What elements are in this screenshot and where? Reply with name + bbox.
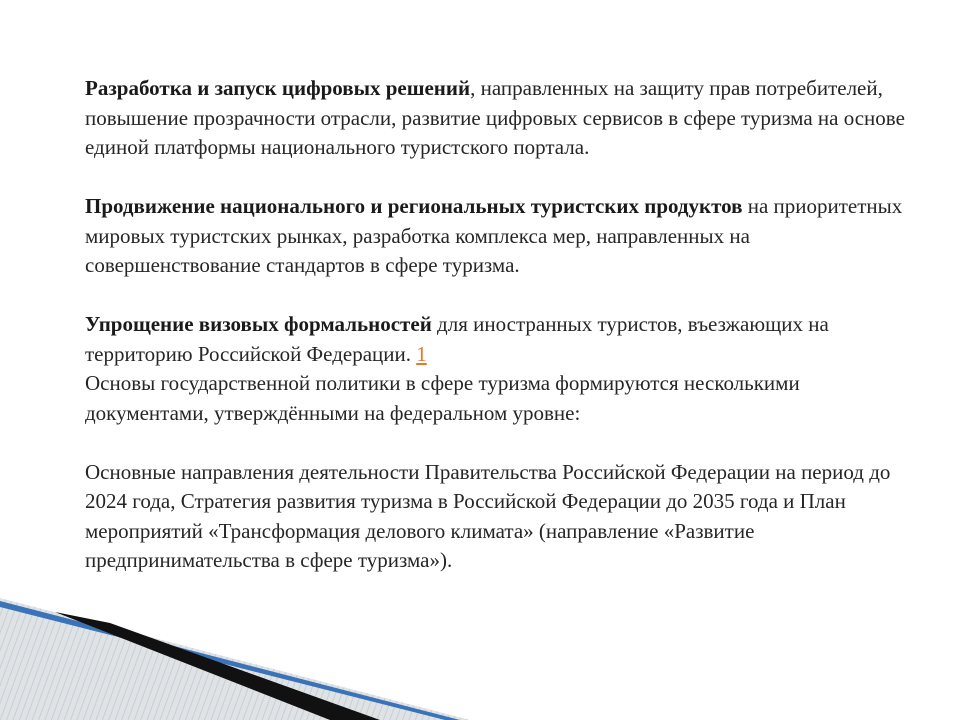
- spacer: [85, 428, 905, 458]
- hatched-wedge: [0, 598, 470, 720]
- visa-text: для иностранных туристов, въезжающих на территорию Российской Федерации.: [85, 312, 829, 366]
- footnote-link[interactable]: 1: [416, 341, 427, 366]
- promotion-text: на приоритетных мировых туристских рынках, разработка комплекса мер, направленных на совершенствование стандартов в сфере туризма.: [85, 194, 903, 277]
- blue-stroke: [0, 601, 460, 720]
- paragraph-documents: [85, 458, 905, 576]
- paragraph-visa: [85, 310, 905, 369]
- paragraph-digital-solutions: [85, 74, 905, 163]
- spacer: [85, 163, 905, 193]
- digital-solutions-text: , направленных на защиту прав потребителей, повышение прозрачности отрасли, развитие цифровых сервисов в сфере туризма на основе единой платформы национального туристского портала.: [85, 76, 905, 159]
- policy-basis-text: Основы государственной политики в сфере туризма формируются несколькими документами, утверждёнными на федеральном уровне:: [85, 371, 800, 425]
- paragraph-policy-basis: [85, 369, 905, 428]
- visa-heading: Упрощение визовых формальностей: [85, 312, 432, 336]
- spacer: [85, 281, 905, 311]
- digital-solutions-heading: Разработка и запуск цифровых решений: [85, 76, 471, 100]
- slide-body: [85, 74, 905, 576]
- promotion-heading: Продвижение национального и региональных туристских продуктов: [85, 194, 743, 218]
- black-stroke: [55, 612, 380, 720]
- paragraph-promotion: [85, 192, 905, 281]
- documents-text: Основные направления деятельности Правительства Российской Федерации на период до 2024 года, Стратегия развития туризма в Российской Федерации до 2035 года и План мероприятий «Трансформация делового климата» (направление «Развитие предпринимательства в сфере туризма»).: [85, 459, 891, 572]
